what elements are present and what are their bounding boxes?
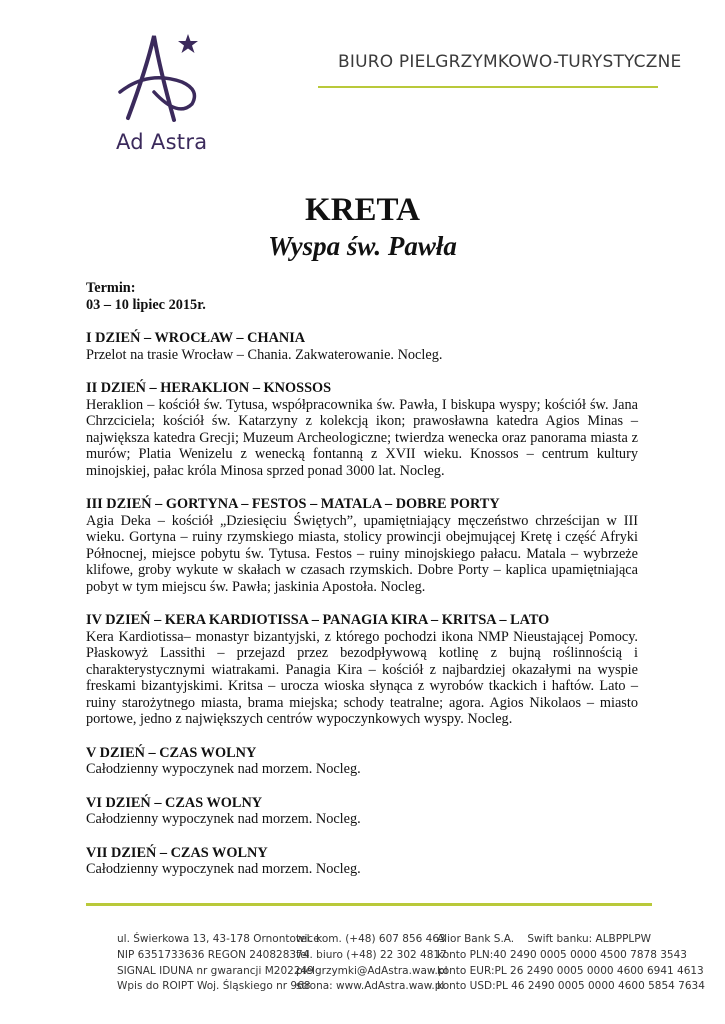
day-heading: III DZIEŃ – GORTYNA – FESTOS – MATALA – DOBRE PORTY (86, 496, 500, 512)
bank-name: Alior Bank S.A. (437, 933, 515, 945)
logo-star-icon (108, 30, 228, 140)
swift-code: Swift banku: ALBPPLPW (527, 933, 651, 945)
day-6 (86, 795, 638, 828)
footer-contact (296, 932, 447, 995)
footer-phone-office: tel. biuro (+48) 22 302 4817 (296, 948, 447, 961)
header-divider (318, 86, 658, 88)
account-eur (437, 964, 704, 980)
footer-phone-mobile: tel. kom. (+48) 607 856 463 (296, 933, 446, 945)
day-description: Całodzienny wypoczynek nad morzem. Nocleg. (86, 811, 361, 827)
day-7 (86, 845, 638, 878)
itinerary (86, 280, 638, 878)
day-description: Przelot na trasie Wrocław – Chania. Zakwaterowanie. Nocleg. (86, 346, 443, 363)
day-description: Całodzienny wypoczynek nad morzem. Nocleg. (86, 761, 361, 777)
day-3 (86, 496, 638, 595)
day-heading: IV DZIEŃ – KERA KARDIOTISSA – PANAGIA KIRA – KRITSA – LATO (86, 612, 550, 628)
footer-email[interactable]: pielgrzymki@AdAstra.waw.pl (296, 964, 448, 977)
logo-text: Ad Astra (116, 130, 208, 154)
footer-line: ul. Świerkowa 13, 43-178 Ornontowice (117, 933, 320, 945)
day-heading: I DZIEŃ – WROCŁAW – CHANIA (86, 330, 306, 346)
day-2 (86, 380, 638, 479)
term-label: Termin: (86, 280, 136, 296)
footer-website[interactable]: strona: www.AdAstra.waw.pl (296, 980, 445, 993)
day-description: Całodzienny wypoczynek nad morzem. Nocleg. (86, 861, 361, 877)
account-number: PL 46 2490 0005 0000 4600 5854 7634 (495, 980, 705, 993)
account-label: konto PLN: (437, 948, 494, 961)
account-label: konto EUR: (437, 964, 495, 977)
footer-bank (437, 932, 705, 995)
day-heading: VII DZIEŃ – CZAS WOLNY (86, 844, 268, 861)
footer-address (117, 932, 320, 995)
day-4 (86, 612, 638, 728)
day-description: Agia Deka – kościół „Dziesięciu Świętych”, upamiętniający męczeństwo chrześcijan w III wieku. Gortyna – ruiny rzymskiego miasta, stolicy prowincji obejmującej Kretę i część Afryki Północnej, miejsce pobytu św. Tytusa. Festos – ruiny minojskiego pałacu. Matala – wybrzeże klifowe, groby wykute w skałach w czasach rzymskich. Dobre Porty – kaplica upamiętniająca pobyt w tym miejscu św. Pawła; jaskinia Apostoła. Nocleg. (86, 512, 638, 595)
footer-divider (86, 903, 652, 906)
bureau-name: BIURO PIELGRZYMKOWO-TURYSTYCZNE (338, 52, 682, 72)
term-value: 03 – 10 lipiec 2015r. (86, 296, 206, 313)
day-heading: V DZIEŃ – CZAS WOLNY (86, 744, 257, 761)
account-pln (437, 948, 687, 964)
day-heading: VI DZIEŃ – CZAS WOLNY (86, 794, 263, 811)
bank-row (437, 932, 651, 948)
document-title: KRETA (305, 192, 420, 228)
account-number: 40 2490 0005 0000 4500 7878 3543 (493, 948, 687, 961)
logo (108, 30, 228, 160)
day-heading: II DZIEŃ – HERAKLION – KNOSSOS (86, 380, 332, 396)
document-subtitle: Wyspa św. Pawła (268, 231, 457, 261)
account-usd (437, 979, 705, 995)
footer-line: NIP 6351733636 REGON 240828374 (117, 948, 310, 961)
account-number: PL 26 2490 0005 0000 4600 6941 4613 (494, 964, 704, 977)
day-description: Kera Kardiotissa– monastyr bizantyjski, z którego pochodzi ikona NMP Nieustającej Pomocy. Płaskowyż Lassithi – przejazd przez bezodpływową kotlinę z bujną roślinnością i charakterystycznymi wiatrakami. Panagia Kira – kościół z najbardziej okazałymi na wyspie freskami bizantyjskimi. Kritsa – urocza wioska słynąca z wyrobów tkackich i haftów. Lato – ruiny starożytnego miasta, brama miejska; schody teatralne; agora. Agios Nikolaos – miasto portowe, jedno z największych centrów wypoczynkowych wyspy. Nocleg. (86, 628, 638, 727)
account-label: konto USD: (437, 980, 496, 993)
day-1 (86, 330, 638, 363)
footer-line: SIGNAL IDUNA nr gwarancji M202249 (117, 964, 314, 977)
footer-line: Wpis do ROIPT Woj. Śląskiego nr 968 (117, 980, 311, 993)
day-description: Heraklion – kościół św. Tytusa, współpracownika św. Pawła, I biskupa wyspy; kościół św. Jana Chrzciciela; kościół św. Katarzyny z kolekcją ikon; prawosławna katedra Agios Minas – największa katedra Grecji; Muzeum Archeologiczne; twierdza wenecka oraz panorama miasta z murów; Platia Wenizelu z wenecką fontanną z XVII wieku. Knossos – centrum kultury minojskiej, pałac króla Minosa sprzed ponad 3000 lat. Nocleg. (86, 396, 638, 479)
day-5 (86, 745, 638, 778)
